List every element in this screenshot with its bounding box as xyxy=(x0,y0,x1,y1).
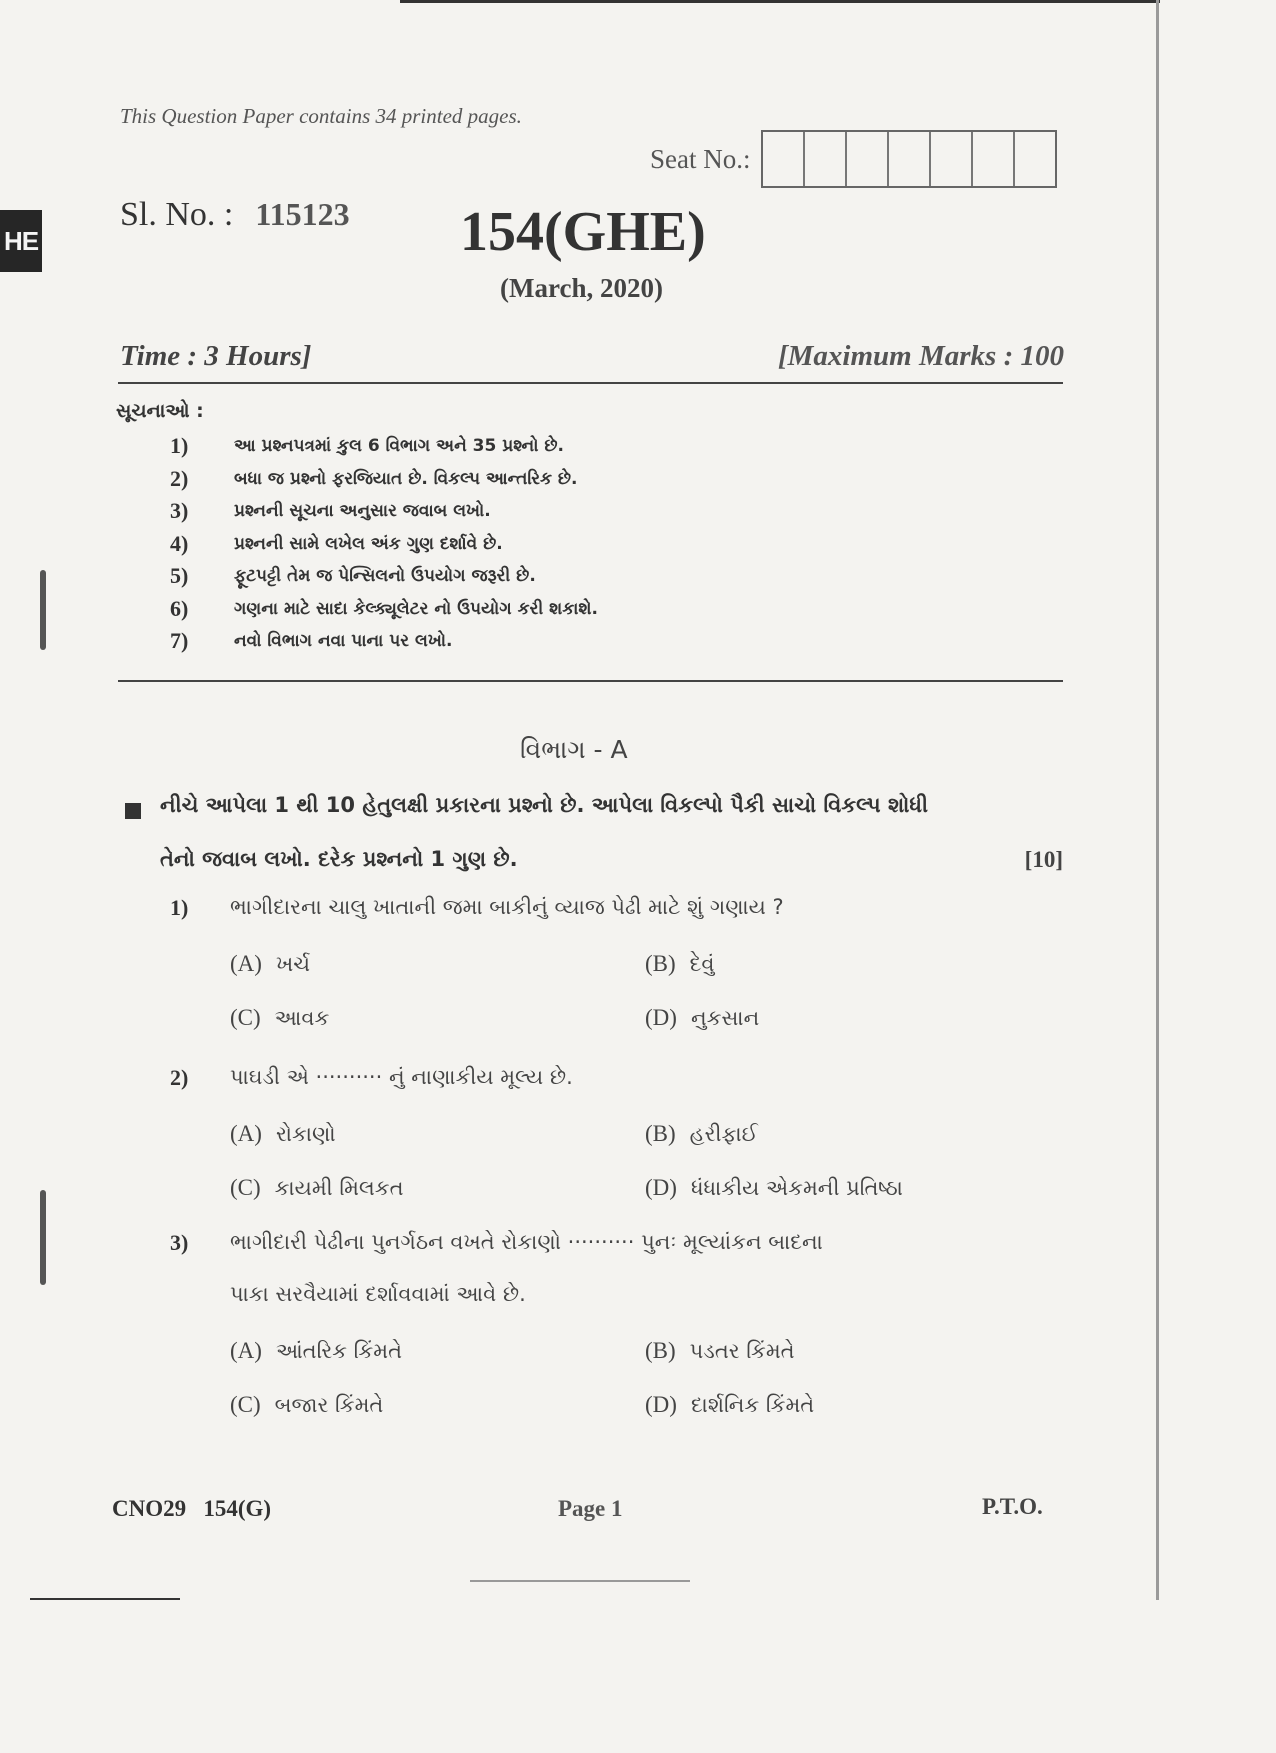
instruction-number: 5) xyxy=(170,563,189,589)
footer-code: CNO29 154(G) xyxy=(112,1496,272,1521)
option-label: (C) xyxy=(230,1005,261,1030)
answer-option xyxy=(230,1338,402,1364)
paper-code: 154(GHE) xyxy=(460,201,706,263)
page-fold-line xyxy=(1156,0,1159,1600)
option-text: ધંધાકીય એકમની પ્રતિષ્ઠા xyxy=(690,1176,903,1200)
question-text: પાકા સરવૈયામાં દર્શાવવામાં આવે છે. xyxy=(230,1282,526,1306)
instruction-number: 2) xyxy=(170,465,189,491)
header-divider xyxy=(118,382,1063,384)
instruction-item xyxy=(170,528,598,561)
option-text: દેવું xyxy=(689,952,715,976)
serial-number xyxy=(120,196,350,234)
binder-mark xyxy=(40,570,46,650)
option-label: (B) xyxy=(645,951,676,976)
seat-box xyxy=(805,132,847,186)
seat-box xyxy=(847,132,889,186)
lead-line-2: તેનો જવાબ લખો. દરેક પ્રશ્નનો 1 ગુણ છે. xyxy=(160,847,518,871)
serial-value: 115123 xyxy=(255,196,350,232)
instruction-item xyxy=(170,463,598,496)
question-number: 2) xyxy=(170,1065,189,1090)
scan-smudge xyxy=(30,1598,180,1600)
question-number: 3) xyxy=(170,1230,189,1255)
answer-option xyxy=(230,1121,336,1147)
answer-option xyxy=(230,1175,404,1201)
exam-date: (March, 2020) xyxy=(500,273,663,303)
instructions-divider xyxy=(118,680,1063,682)
square-bullet-icon xyxy=(125,803,141,819)
question-number: 1) xyxy=(170,895,189,920)
option-text: નુકસાન xyxy=(690,1006,760,1030)
option-text: બજાર કિંમતે xyxy=(274,1393,384,1417)
seat-box xyxy=(1015,132,1055,186)
question-text: પાઘડી એ ·········· નું નાણાકીય મૂલ્ય છે. xyxy=(230,1065,573,1089)
answer-option xyxy=(645,1175,903,1201)
edge-tab: HE xyxy=(0,210,42,272)
seat-number xyxy=(650,130,1057,188)
please-turn-over: P.T.O. xyxy=(982,1494,1043,1519)
option-text: ખર્ચ xyxy=(275,952,310,976)
option-label: (C) xyxy=(230,1392,261,1417)
answer-option xyxy=(645,1338,795,1364)
answer-option xyxy=(645,1121,758,1147)
option-label: (A) xyxy=(230,1121,262,1146)
binder-mark xyxy=(40,1190,46,1285)
instruction-item xyxy=(170,593,598,626)
top-edge-line xyxy=(400,0,1160,3)
instruction-text: ફૂટપટ્ટી તેમ જ પેન્સિલનો ઉપયોગ જરૂરી છે. xyxy=(234,566,536,587)
answer-option xyxy=(645,951,715,977)
instruction-text: નવો વિભાગ નવા પાના પર લખો. xyxy=(234,631,453,652)
option-text: આંતરિક કિંમતે xyxy=(275,1339,402,1363)
instructions-list xyxy=(170,430,598,658)
page-number: Page 1 xyxy=(558,1496,623,1521)
seat-number-boxes xyxy=(761,130,1057,188)
instruction-item xyxy=(170,625,598,658)
option-label: (A) xyxy=(230,1338,262,1363)
instruction-text: પ્રશ્નની સૂચના અનુસાર જવાબ લખો. xyxy=(234,501,491,522)
instruction-number: 7) xyxy=(170,628,189,654)
instruction-text: ગણના માટે સાદા કેલ્ક્યૂલેટર નો ઉપયોગ કરી શકાશે. xyxy=(234,598,599,619)
option-label: (C) xyxy=(230,1175,261,1200)
instruction-item xyxy=(170,560,598,593)
scan-smudge xyxy=(470,1580,690,1582)
option-label: (D) xyxy=(645,1392,677,1417)
answer-option xyxy=(230,1392,383,1418)
seat-label: Seat No.: xyxy=(650,143,751,174)
lead-line-1: નીચે આપેલા 1 થી 10 હેતુલક્ષી પ્રકારના પ્રશ્નો છે. આપેલા વિકલ્પો પૈકી સાચો વિકલ્પ શોધી xyxy=(160,793,929,817)
answer-option xyxy=(645,1005,759,1031)
instruction-number: 1) xyxy=(170,433,189,459)
answer-option xyxy=(230,951,310,977)
section-title: વિભાગ - A xyxy=(520,735,628,764)
option-text: કાયમી મિલકત xyxy=(274,1176,404,1200)
seat-box xyxy=(931,132,973,186)
instructions-title: સૂચનાઓ : xyxy=(116,400,204,422)
answer-option xyxy=(230,1005,329,1031)
instruction-item xyxy=(170,495,598,528)
instruction-text: પ્રશ્નની સામે લખેલ અંક ગુણ દર્શાવે છે. xyxy=(234,533,503,554)
option-label: (B) xyxy=(645,1121,676,1146)
option-text: દાર્શનિક કિંમતે xyxy=(690,1393,815,1417)
option-label: (A) xyxy=(230,951,262,976)
option-text: પડતર કિંમતે xyxy=(689,1339,795,1363)
instruction-text: આ પ્રશ્નપત્રમાં કુલ 6 વિભાગ અને 35 પ્રશ્નો છે. xyxy=(234,436,564,457)
instruction-number: 3) xyxy=(170,498,189,524)
time-allowed: Time : 3 Hours] xyxy=(120,340,312,372)
question-text: ભાગીદારી પેઢીના પુનર્ગઠન વખતે રોકાણો ·········· પુનઃ મૂલ્યાંકન બાદના xyxy=(230,1230,823,1254)
option-text: રોકાણો xyxy=(275,1122,336,1146)
instruction-item xyxy=(170,430,598,463)
maximum-marks: [Maximum Marks : 100 xyxy=(777,340,1064,372)
option-label: (B) xyxy=(645,1338,676,1363)
serial-label: Sl. No. : xyxy=(120,196,234,233)
section-marks: [10] xyxy=(1024,847,1063,872)
option-label: (D) xyxy=(645,1005,677,1030)
instruction-number: 6) xyxy=(170,595,189,621)
seat-box xyxy=(763,132,805,186)
seat-box xyxy=(973,132,1015,186)
instruction-text: બધા જ પ્રશ્નો ફરજિયાત છે. વિકલ્પ આન્તરિક છે. xyxy=(234,468,578,489)
printed-pages-note: This Question Paper contains 34 printed pages. xyxy=(120,104,522,128)
option-text: હરીફાઈ xyxy=(689,1122,758,1146)
instruction-number: 4) xyxy=(170,530,189,556)
seat-box xyxy=(889,132,931,186)
question-text: ભાગીદારના ચાલુ ખાતાની જમા બાકીનું વ્યાજ પેઢી માટે શું ગણાય ? xyxy=(230,895,784,919)
answer-option xyxy=(645,1392,814,1418)
option-text: આવક xyxy=(274,1006,330,1030)
option-label: (D) xyxy=(645,1175,677,1200)
